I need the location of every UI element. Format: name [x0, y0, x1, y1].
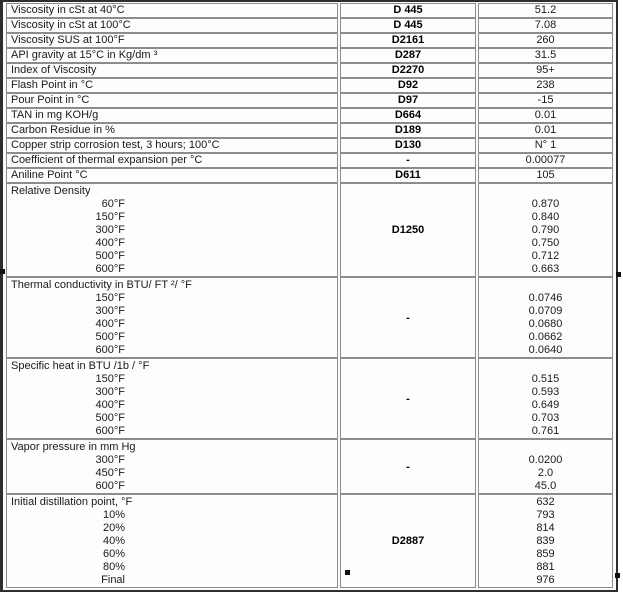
group-sub-value: 0.0640 — [528, 344, 563, 356]
property-value: 105 — [478, 168, 613, 183]
properties-table — [4, 3, 615, 588]
group-sub-label — [11, 425, 337, 438]
group-sub-value: 0.703 — [531, 412, 560, 424]
group-sub-label-text: 500°F — [95, 331, 125, 343]
group-sub-value: 0.0662 — [528, 331, 563, 343]
table-group-row — [6, 277, 613, 358]
group-sub-value: 976 — [536, 574, 555, 586]
astm-method: D2887 — [340, 494, 476, 588]
group-sub-label — [11, 561, 337, 574]
group-sub-value: 0.840 — [531, 211, 560, 223]
astm-method: D1250 — [340, 183, 476, 277]
group-label-cell — [6, 358, 338, 439]
group-sub-label-text: 60°F — [101, 198, 125, 210]
group-sub-label-text: 60% — [102, 548, 125, 560]
table-group-row — [6, 358, 613, 439]
property-value: 260 — [478, 33, 613, 48]
group-sub-label — [11, 373, 337, 386]
resize-handle-bottom-right[interactable] — [615, 573, 620, 578]
group-sub-label-text: 400°F — [95, 399, 125, 411]
astm-method: D189 — [340, 123, 476, 138]
group-sub-label — [11, 344, 337, 357]
property-label: Viscosity in cSt at 100°C — [6, 18, 338, 33]
group-sub-label-text: 300°F — [95, 386, 125, 398]
astm-method: D2161 — [340, 33, 476, 48]
group-sub-value: 0.515 — [531, 373, 560, 385]
group-sub-label — [11, 211, 337, 224]
group-sub-label — [11, 399, 337, 412]
group-sub-label — [11, 237, 337, 250]
group-sub-label-text: 400°F — [95, 318, 125, 330]
group-header: Specific heat in BTU /1b / °F — [11, 360, 150, 372]
table-row — [6, 78, 613, 93]
group-label-cell — [6, 183, 338, 277]
group-sub-label-text: 600°F — [95, 263, 125, 275]
property-value: N° 1 — [478, 138, 613, 153]
astm-method: D97 — [340, 93, 476, 108]
table-row — [6, 18, 613, 33]
group-sub-value: 0.649 — [531, 399, 560, 411]
group-header-value: 632 — [536, 496, 555, 508]
table-group-row — [6, 494, 613, 588]
property-value: 7.08 — [478, 18, 613, 33]
group-value-cell — [478, 183, 613, 277]
group-sub-value: 793 — [536, 509, 555, 521]
table-row — [6, 153, 613, 168]
group-sub-label — [11, 198, 337, 211]
group-sub-label-text: 450°F — [95, 467, 125, 479]
property-label: TAN in mg KOH/g — [6, 108, 338, 123]
property-label: Viscosity SUS at 100°F — [6, 33, 338, 48]
group-sub-label — [11, 535, 337, 548]
group-sub-label — [11, 548, 337, 561]
resize-handle-bottom[interactable] — [345, 570, 350, 575]
group-sub-label-text: 10% — [102, 509, 125, 521]
group-header: Relative Density — [11, 185, 91, 197]
astm-method: - — [340, 153, 476, 168]
group-value-cell — [478, 439, 613, 494]
group-sub-label — [11, 331, 337, 344]
group-sub-label — [11, 224, 337, 237]
property-label: Flash Point in °C — [6, 78, 338, 93]
table-row — [6, 3, 613, 18]
group-sub-label-text: 500°F — [95, 412, 125, 424]
astm-method: D611 — [340, 168, 476, 183]
group-sub-value: 881 — [536, 561, 555, 573]
group-header-value — [479, 278, 612, 292]
group-header-value — [479, 440, 612, 454]
group-sub-label — [11, 305, 337, 318]
resize-handle-left[interactable] — [0, 269, 5, 274]
table-row — [6, 108, 613, 123]
resize-handle-right[interactable] — [616, 272, 621, 277]
property-label: Coefficient of thermal expansion per °C — [6, 153, 338, 168]
group-header-value — [479, 359, 612, 373]
astm-method: D287 — [340, 48, 476, 63]
group-sub-value: 0.0746 — [528, 292, 563, 304]
group-sub-label-text: 150°F — [95, 292, 125, 304]
group-sub-label — [11, 522, 337, 535]
group-sub-label-text: 150°F — [95, 211, 125, 223]
group-sub-value: 0.593 — [531, 386, 560, 398]
group-label-cell — [6, 494, 338, 588]
property-label: Carbon Residue in % — [6, 123, 338, 138]
astm-method: D2270 — [340, 63, 476, 78]
group-sub-label-text: 300°F — [95, 305, 125, 317]
group-sub-value: 0.0200 — [528, 454, 563, 466]
astm-method: D 445 — [340, 18, 476, 33]
group-sub-label — [11, 412, 337, 425]
table-row — [6, 93, 613, 108]
table-row — [6, 138, 613, 153]
group-header: Thermal conductivity in BTU/ FT ²/ °F — [11, 279, 192, 291]
group-value-cell — [478, 358, 613, 439]
astm-method: D92 — [340, 78, 476, 93]
group-sub-label — [11, 454, 337, 467]
group-sub-label-text: 600°F — [95, 344, 125, 356]
table-row — [6, 48, 613, 63]
group-sub-label-text: 80% — [102, 561, 125, 573]
group-sub-value: 859 — [536, 548, 555, 560]
group-sub-value: 45.0 — [534, 480, 557, 492]
group-sub-label — [11, 318, 337, 331]
group-sub-value: 0.870 — [531, 198, 560, 210]
astm-method: - — [340, 439, 476, 494]
table-row — [6, 123, 613, 138]
table-row — [6, 63, 613, 78]
group-sub-label-text: 500°F — [95, 250, 125, 262]
group-header-value — [479, 184, 612, 198]
group-sub-value: 839 — [536, 535, 555, 547]
property-label: Index of Viscosity — [6, 63, 338, 78]
astm-method: D 445 — [340, 3, 476, 18]
property-value: 0.00077 — [478, 153, 613, 168]
property-value: 51.2 — [478, 3, 613, 18]
astm-method: D664 — [340, 108, 476, 123]
group-sub-label — [11, 509, 337, 522]
property-value: -15 — [478, 93, 613, 108]
group-label-cell — [6, 277, 338, 358]
group-sub-label-text: Final — [101, 574, 125, 586]
group-sub-label-text: 40% — [102, 535, 125, 547]
table-group-row — [6, 183, 613, 277]
property-value: 95+ — [478, 63, 613, 78]
group-sub-label-text: 20% — [102, 522, 125, 534]
table-row — [6, 168, 613, 183]
table-group-row — [6, 439, 613, 494]
group-value-cell — [478, 494, 613, 588]
group-header: Vapor pressure in mm Hg — [11, 441, 136, 453]
properties-table-body — [6, 3, 613, 588]
table-row — [6, 33, 613, 48]
property-label: Viscosity in cSt at 40°C — [6, 3, 338, 18]
group-sub-label-text: 150°F — [95, 373, 125, 385]
group-sub-value: 0.712 — [531, 250, 560, 262]
astm-method: - — [340, 358, 476, 439]
group-sub-label — [11, 386, 337, 399]
property-value: 238 — [478, 78, 613, 93]
group-sub-value: 0.790 — [531, 224, 560, 236]
group-sub-label — [11, 250, 337, 263]
group-sub-label — [11, 263, 337, 276]
property-label: API gravity at 15°C in Kg/dm ³ — [6, 48, 338, 63]
group-sub-value: 0.0709 — [528, 305, 563, 317]
group-sub-label — [11, 480, 337, 493]
property-value: 0.01 — [478, 123, 613, 138]
group-sub-label — [11, 574, 337, 587]
astm-method: - — [340, 277, 476, 358]
group-sub-label-text: 400°F — [95, 237, 125, 249]
property-label: Pour Point in °C — [6, 93, 338, 108]
group-sub-value: 0.750 — [531, 237, 560, 249]
group-sub-label-text: 600°F — [95, 425, 125, 437]
group-sub-label — [11, 292, 337, 305]
property-value: 0.01 — [478, 108, 613, 123]
group-label-cell — [6, 439, 338, 494]
property-value: 31.5 — [478, 48, 613, 63]
group-sub-value: 0.663 — [531, 263, 560, 275]
group-sub-label-text: 300°F — [95, 454, 125, 466]
group-sub-label-text: 300°F — [95, 224, 125, 236]
group-sub-label — [11, 467, 337, 480]
group-sub-label-text: 600°F — [95, 480, 125, 492]
group-sub-value: 814 — [536, 522, 555, 534]
property-label: Copper strip corrosion test, 3 hours; 100°C — [6, 138, 338, 153]
property-label: Aniline Point °C — [6, 168, 338, 183]
group-sub-value: 0.761 — [531, 425, 560, 437]
group-value-cell — [478, 277, 613, 358]
astm-method: D130 — [340, 138, 476, 153]
group-header: Initial distillation point, °F — [11, 496, 133, 508]
group-sub-value: 2.0 — [537, 467, 554, 479]
group-sub-value: 0.0680 — [528, 318, 563, 330]
